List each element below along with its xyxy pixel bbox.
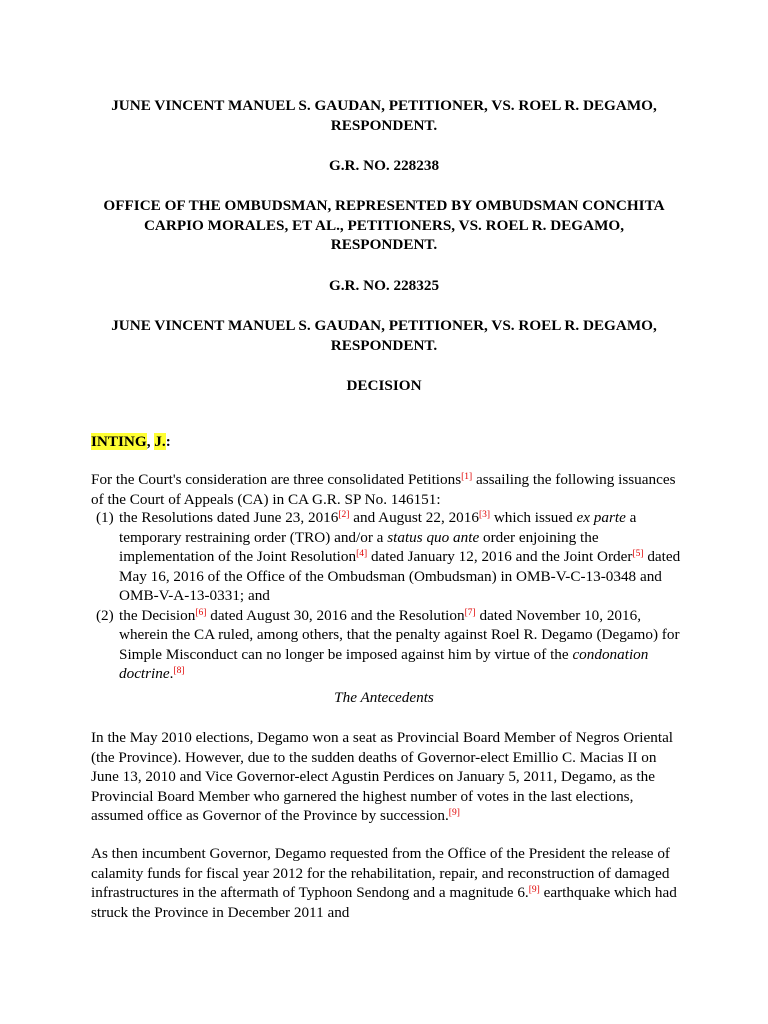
italic-term: ex parte: [576, 509, 626, 526]
ponente: [91, 432, 171, 452]
case-number-2: G.R. NO. 228325: [328, 277, 440, 294]
list-item-number: (2): [96, 606, 114, 624]
list-item-number: (1): [96, 509, 114, 526]
footnote-link-8[interactable]: [8]: [173, 666, 185, 676]
ponente-name: INTING: [91, 433, 147, 450]
paragraph-text: As then incumbent Governor, Degamo requested from the Office of the President the release of calamity funds for fiscal year 2012 for the rehabilitation, repair, and reconstruction of damaged infrastructures in the aftermath of Typhoon Sendong and a magnitude 6.: [91, 845, 670, 901]
list-text: the Decision: [119, 606, 196, 624]
italic-term: status quo ante: [387, 528, 480, 546]
list-text: which issued: [490, 509, 577, 526]
intro-paragraph: [91, 470, 681, 509]
ponente-colon: :: [165, 433, 171, 450]
ponente-separator: ,: [146, 433, 155, 450]
list-item: [91, 508, 691, 606]
footnote-link-1[interactable]: [1]: [461, 472, 473, 482]
section-heading: The Antecedents: [334, 689, 434, 706]
footnote-link-7[interactable]: [7]: [464, 607, 476, 618]
footnote-link-6[interactable]: [6]: [195, 607, 207, 618]
case-caption-2: OFFICE OF THE OMBUDSMAN, REPRESENTED BY OMBUDSMAN CONCHITA CARPIO MORALES, ET AL., PETITIONERS, VS. ROEL R. DEGAMO, RESPONDENT.: [103, 197, 665, 253]
case-caption-1: JUNE VINCENT MANUEL S. GAUDAN, PETITIONER, VS. ROEL R. DEGAMO, RESPONDENT.: [111, 97, 657, 134]
intro-text-2: assailing the following issuances of the Court of Appeals (CA) in CA G.R. SP No. 146151:: [91, 471, 676, 508]
paragraph-text: earthquake which had struck the Province in December 2011 and: [91, 884, 677, 921]
list-text: order enjoining the implementation of the Joint Resolution: [119, 528, 599, 565]
list-item: [91, 606, 691, 684]
list-text: the Resolutions dated June 23, 2016: [119, 509, 339, 526]
footnote-link-5[interactable]: [5]: [632, 549, 644, 559]
decision-heading: DECISION: [346, 377, 422, 394]
ponente-title: J.: [154, 433, 166, 450]
list-text: dated May 16, 2016 of the Office of the Ombudsman (Ombudsman) in OMB-V-C-13-0348 and OMB-V-A-13-0331; and: [119, 548, 681, 604]
footnote-link-9[interactable]: [9]: [448, 808, 460, 818]
footnote-link-4[interactable]: [4]: [356, 549, 368, 559]
issuances-list: [91, 508, 691, 684]
italic-term: condonation doctrine: [119, 645, 649, 682]
intro-text-1: For the Court's consideration are three consolidated Petitions: [91, 471, 462, 488]
footnote-link-3[interactable]: [3]: [478, 510, 491, 520]
case-number-1: G.R. NO. 228238: [328, 157, 440, 174]
list-text: a temporary restraining order (TRO) and/or a: [119, 509, 637, 546]
antecedents-paragraph-1: [91, 728, 681, 826]
footnote-link-9b[interactable]: [9]: [528, 885, 540, 895]
paragraph-text: In the May 2010 elections, Degamo won a seat as Provincial Board Member of Negros Oriental (the Province). However, due to the sudden deaths of Governor-elect Emillio C. Macias II on June 13, 2010 and Vice Governor-elect Agustin Perdices on January 5, 2011, Degamo, as the Provincial Board Member who garnered the highest number of votes in the last elections, assumed office as Governor of the Province by succession.: [91, 729, 674, 824]
list-text: .: [169, 665, 174, 682]
antecedents-paragraph-2: [91, 844, 681, 922]
footnote-link-2[interactable]: [2]: [338, 510, 350, 520]
case-caption-3: JUNE VINCENT MANUEL S. GAUDAN, PETITIONER, VS. ROEL R. DEGAMO, RESPONDENT.: [111, 317, 657, 354]
list-text: dated November 10, 2016, wherein the CA ruled, among others, that the penalty against Roel R. Degamo (Degamo) for Simple Misconduct can no longer be imposed against him by virtue of the: [119, 606, 680, 663]
list-text: dated August 30, 2016 and the Resolution: [206, 606, 465, 624]
list-text: dated January 12, 2016 and the Joint Order: [367, 548, 633, 565]
list-text: and August 22, 2016: [349, 509, 479, 526]
